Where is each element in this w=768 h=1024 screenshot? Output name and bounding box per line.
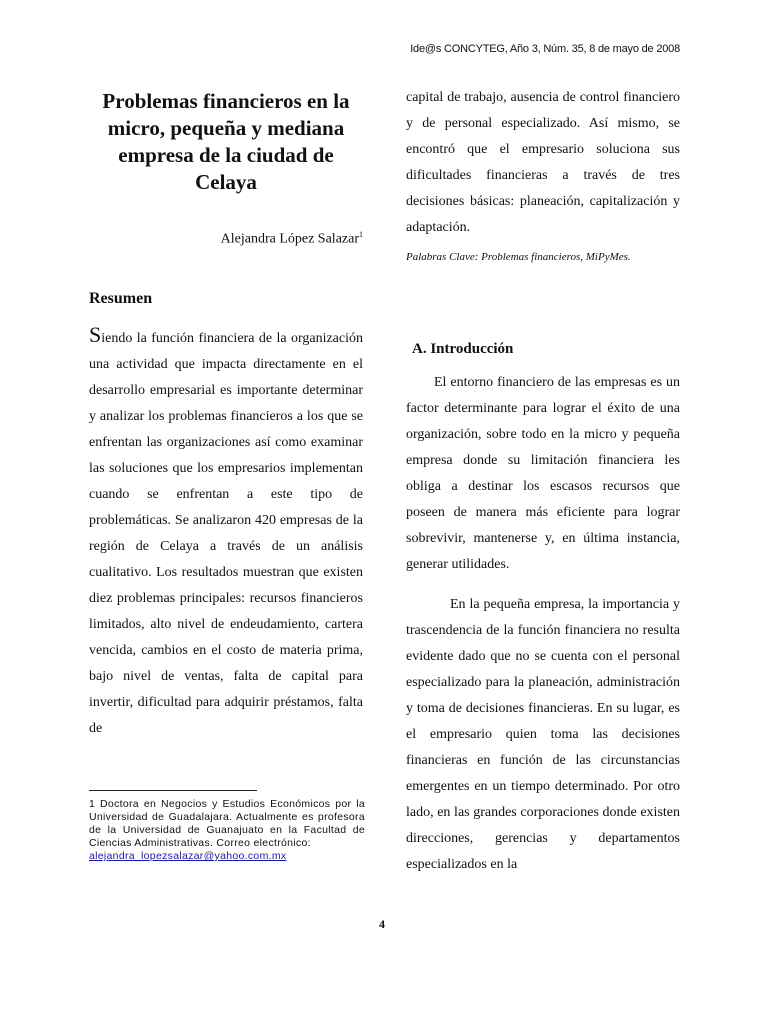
- footnote-rule: [89, 790, 257, 791]
- right-column: [406, 85, 680, 878]
- resumen-continuation: capital de trabajo, ausencia de control financiero y de personal especializado. Así mismo, se encontró que el empresario soluciona sus dificultades financieras a través de tres decisiones básicas: planeación, capitalización y adaptación.: [406, 90, 680, 235]
- resumen-text: iendo la función financiera de la organización una actividad que impacta directamente en el desarrollo empresarial es importante determinar y analizar los problemas financieros a los que se enfrentan las organizaciones así como examinar las soluciones que los empresarios implementan cuando se enfrentan a este tipo de problemáticas. Se analizaron 420 empresas de la región de Celaya a través de un análisis cualitativo. Los resultados muestran que existen diez problemas principales: recursos financieros limitados, alto nivel de endeudamiento, cartera vencida, cambios en el costo de materia prima, bajo nivel de ventas, falta de capital para invertir, dificultad para adquirir préstamos, falta de: [89, 330, 363, 736]
- page-number: 4: [379, 917, 385, 931]
- dropcap: S: [89, 321, 102, 347]
- introduccion-heading: A. Introducción: [412, 341, 514, 357]
- author-line: [89, 230, 363, 248]
- footnote-marker: 1: [359, 230, 363, 239]
- running-header: Ide@s CONCYTEG, Año 3, Núm. 35, 8 de mayo de 2008: [410, 43, 680, 55]
- left-column: [89, 88, 363, 742]
- keywords: Palabras Clave: Problemas financieros, MiPyMes.: [406, 251, 631, 263]
- author-name: Alejandra López Salazar: [220, 231, 359, 247]
- footnote: [89, 798, 365, 863]
- introduccion-paragraph-1: El entorno financiero de las empresas es un factor determinante para lograr el éxito de una organización, sobre todo en la micro y pequeña empresa donde su limitación financiera les obliga a destinar los escasos recursos que poseen de manera más eficiente para lograr sobrevivir, mantenerse y, en última instancia, generar utilidades.: [406, 375, 680, 572]
- article-title: Problemas financieros en la micro, pequeña y mediana empresa de la ciudad de Celaya: [102, 89, 350, 194]
- footnote-text: 1 Doctora en Negocios y Estudios Económicos por la Universidad de Guadalajara. Actualmente es profesora de la Universidad de Guanajuato en la Facultad de Ciencias Administrativas. Correo electrónico:: [89, 798, 365, 849]
- introduccion-paragraph-2: En la pequeña empresa, la importancia y trascendencia de la función financiera no resulta evidente dado que no se cuenta con el personal especializado para la planeación, administración y toma de decisiones financieras. En su lugar, es el empresario quien toma las decisiones financieras en función de las circunstancias emergentes en un tiempo determinado. Por otro lado, en las grandes corporaciones donde existen direcciones, gerencias y departamentos especializados en la: [406, 597, 680, 872]
- author-email-link[interactable]: alejandra_lopezsalazar@yahoo.com.mx: [89, 850, 287, 862]
- resumen-body: [89, 322, 363, 742]
- resumen-heading: Resumen: [89, 289, 153, 307]
